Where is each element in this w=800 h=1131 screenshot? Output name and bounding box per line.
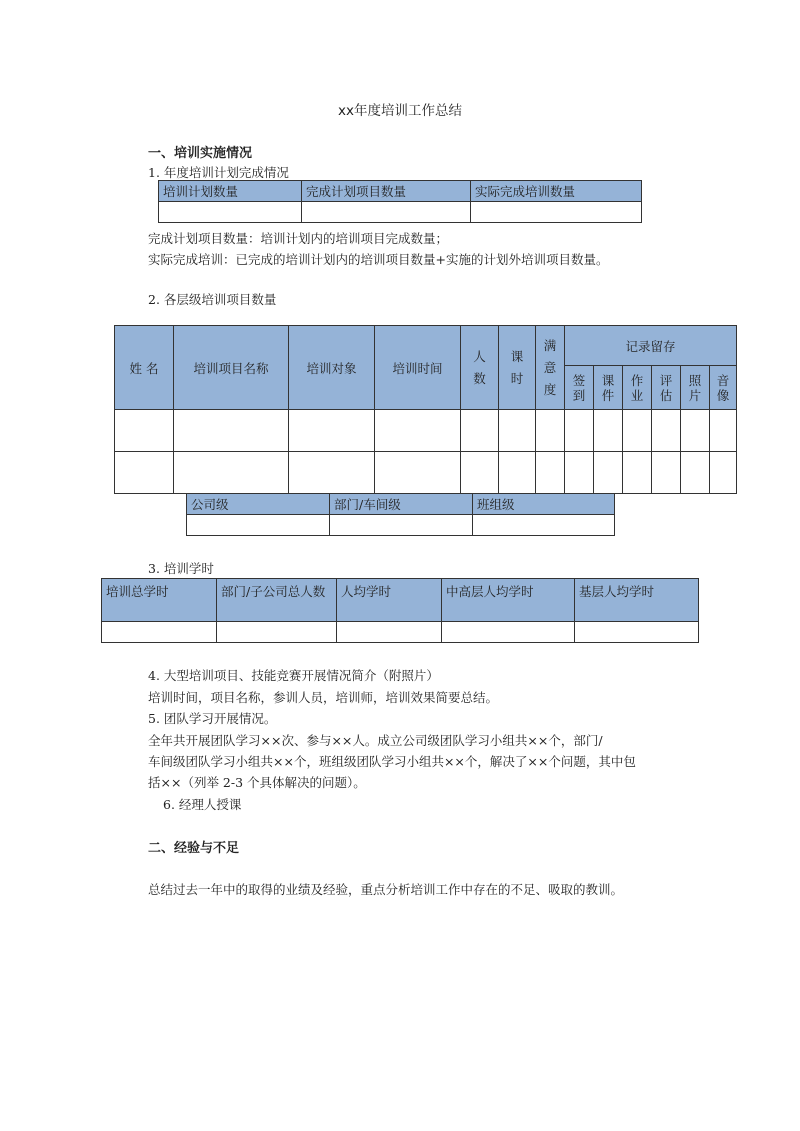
table-cell	[159, 202, 302, 223]
section2-text: 总结过去一年中的取得的业绩及经验，重点分析培训工作中存在的不足、吸取的教训。	[148, 882, 624, 897]
table-row	[115, 410, 737, 452]
header-department-level: 部门/车间级	[330, 494, 473, 515]
header-senior-average-hours: 中高层人均学时	[442, 579, 575, 622]
header-plan-count: 培训计划数量	[159, 181, 302, 202]
header-target: 培训对象	[289, 326, 375, 410]
header-completed-plan-count: 完成计划项目数量	[302, 181, 471, 202]
section1-heading: 一、培训实施情况	[148, 146, 253, 161]
training-projects-table	[114, 325, 737, 494]
subsection-5-line-1: 全年共开展团队学习××次、参与××人。成立公司级团队学习小组共××个，部门/	[148, 733, 603, 748]
training-hours-table	[101, 578, 699, 643]
header-photo: 照 片	[681, 366, 710, 410]
table-cell	[471, 202, 642, 223]
header-company-level: 公司级	[187, 494, 330, 515]
header-project-name: 培训项目名称	[174, 326, 289, 410]
subsection-2-title: 2. 各层级培训项目数量	[148, 292, 277, 307]
header-name: 姓 名	[115, 326, 174, 410]
table-cell	[302, 202, 471, 223]
header-average-hours: 人均学时	[337, 579, 442, 622]
table-row	[115, 452, 737, 494]
table-cell	[330, 515, 473, 536]
header-courseware: 课 件	[594, 366, 623, 410]
table-cell	[575, 622, 699, 643]
subsection-5-title: 5. 团队学习开展情况。	[148, 711, 277, 726]
header-department-headcount: 部门/子公司总人数	[217, 579, 337, 622]
header-actual-completed-count: 实际完成培训数量	[471, 181, 642, 202]
plan-completion-table	[158, 180, 642, 223]
subsection-6-title: 6. 经理人授课	[163, 797, 242, 812]
subsection-5-line-3: 括××（列举 2-3 个具体解决的问题）。	[148, 775, 366, 790]
header-records: 记录留存	[565, 326, 737, 366]
section2-heading: 二、经验与不足	[148, 841, 240, 856]
header-audio: 音 像	[710, 366, 737, 410]
header-sign: 签 到	[565, 366, 594, 410]
header-hours: 课 时	[499, 326, 536, 410]
header-total-hours: 培训总学时	[102, 579, 217, 622]
table-cell	[473, 515, 615, 536]
subsection-1-title: 1. 年度培训计划完成情况	[148, 165, 289, 180]
header-homework: 作 业	[623, 366, 652, 410]
subsection-4-title: 4. 大型培训项目、技能竞赛开展情况简介（附照片）	[148, 668, 439, 683]
header-base-average-hours: 基层人均学时	[575, 579, 699, 622]
page-title: xx年度培训工作总结	[338, 103, 462, 119]
subsection-3-title: 3. 培训学时	[148, 561, 214, 576]
table-cell	[187, 515, 330, 536]
table-cell	[102, 622, 217, 643]
table-cell	[337, 622, 442, 643]
header-satisfaction: 满 意 度	[536, 326, 565, 410]
table-cell	[217, 622, 337, 643]
header-time: 培训时间	[375, 326, 461, 410]
header-evaluate: 评 估	[652, 366, 681, 410]
header-people: 人 数	[461, 326, 499, 410]
subsection-4-text: 培训时间，项目名称，参训人员，培训师，培训效果简要总结。	[148, 690, 499, 705]
note-completed-plan: 完成计划项目数量：培训计划内的培训项目完成数量；	[148, 231, 449, 246]
note-actual-completed: 实际完成培训：已完成的培训计划内的培训项目数量+实施的计划外培训项目数量。	[148, 252, 609, 267]
subsection-5-line-2: 车间级团队学习小组共××个，班组级团队学习小组共××个，解决了××个问题，其中包	[148, 754, 636, 769]
header-team-level: 班组级	[473, 494, 615, 515]
level-table	[186, 493, 615, 536]
table-cell	[442, 622, 575, 643]
